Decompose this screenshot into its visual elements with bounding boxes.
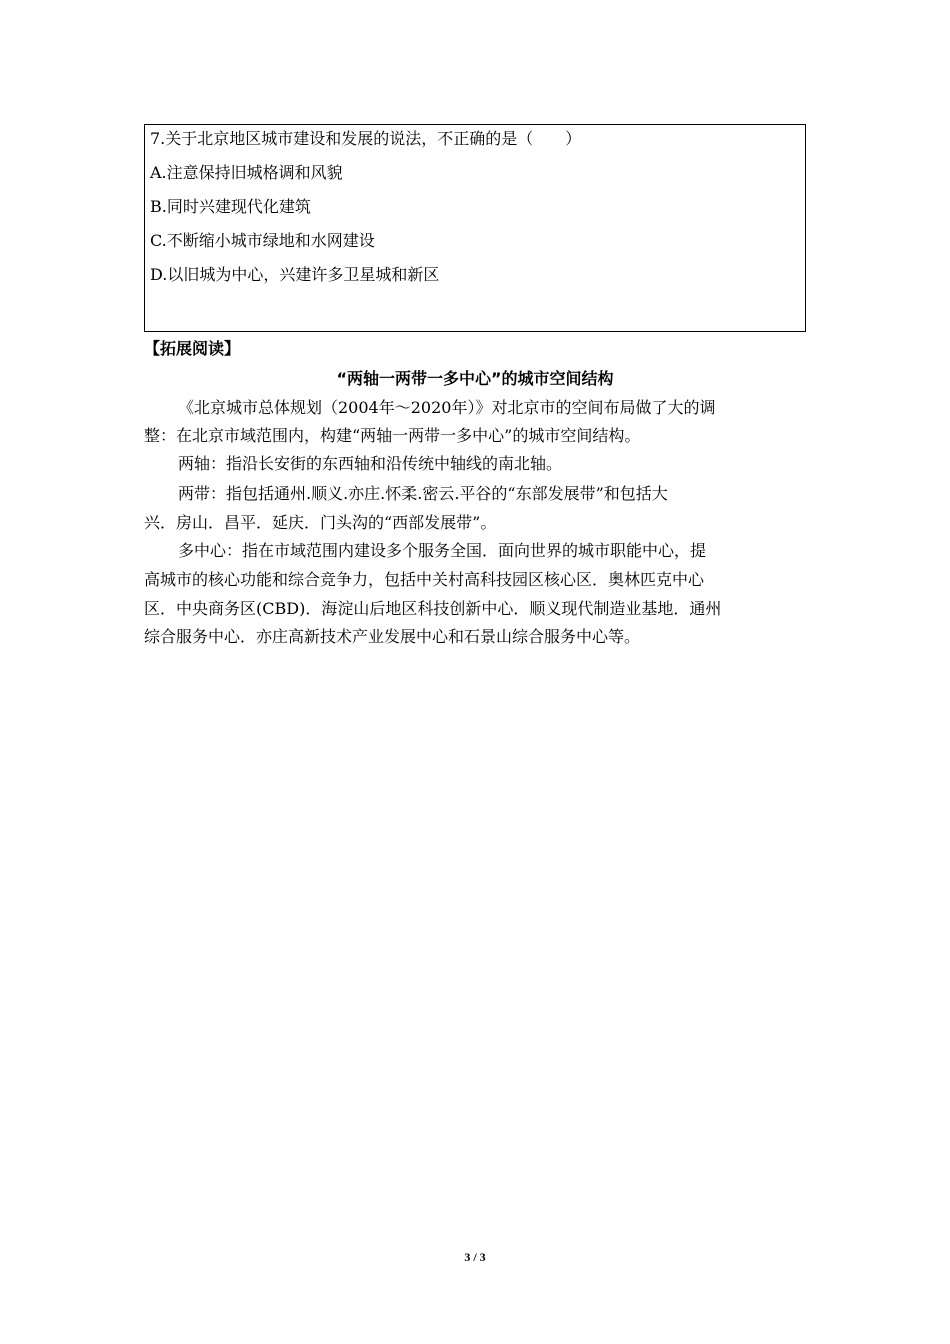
article-line: 高城市的核心功能和综合竞争力，包括中关村高科技园区核心区．奥林匹克中心 bbox=[144, 570, 705, 589]
article-title: “两轴一两带一多中心”的城市空间结构 bbox=[336, 369, 614, 388]
article-line: 整：在北京市域范围内，构建“两轴一两带一多中心”的城市空间结构。 bbox=[144, 426, 641, 445]
article-line: 《北京城市总体规划（2004年～2020年）》对北京市的空间布局做了大的调 bbox=[178, 398, 716, 417]
article-line: 兴．房山．昌平．延庆．门头沟的“西部发展带”。 bbox=[144, 513, 497, 532]
option-a: A.注意保持旧城格调和风貌 bbox=[150, 163, 343, 182]
question-box bbox=[144, 124, 806, 332]
article-line: 两轴：指沿长安街的东西轴和沿传统中轴线的南北轴。 bbox=[178, 454, 563, 473]
page-number: 3 / 3 bbox=[464, 1250, 486, 1264]
question-stem: 7.关于北京地区城市建设和发展的说法，不正确的是（ ） bbox=[150, 129, 582, 148]
option-c: C.不断缩小城市绿地和水网建设 bbox=[150, 231, 375, 250]
article-line: 两带：指包括通州.顺义.亦庄.怀柔.密云.平谷的“东部发展带”和包括大 bbox=[178, 484, 668, 503]
option-b: B.同时兴建现代化建筑 bbox=[150, 197, 311, 216]
article-line: 区．中央商务区(CBD)．海淀山后地区科技创新中心．顺义现代制造业基地．通州 bbox=[144, 599, 722, 618]
article-line: 多中心：指在市域范围内建设多个服务全国．面向世界的城市职能中心，提 bbox=[178, 541, 707, 560]
section-label: 【拓展阅读】 bbox=[144, 339, 241, 358]
article-line: 综合服务中心．亦庄高新技术产业发展中心和石景山综合服务中心等。 bbox=[144, 627, 641, 646]
option-d: D.以旧城为中心，兴建许多卫星城和新区 bbox=[150, 265, 440, 284]
